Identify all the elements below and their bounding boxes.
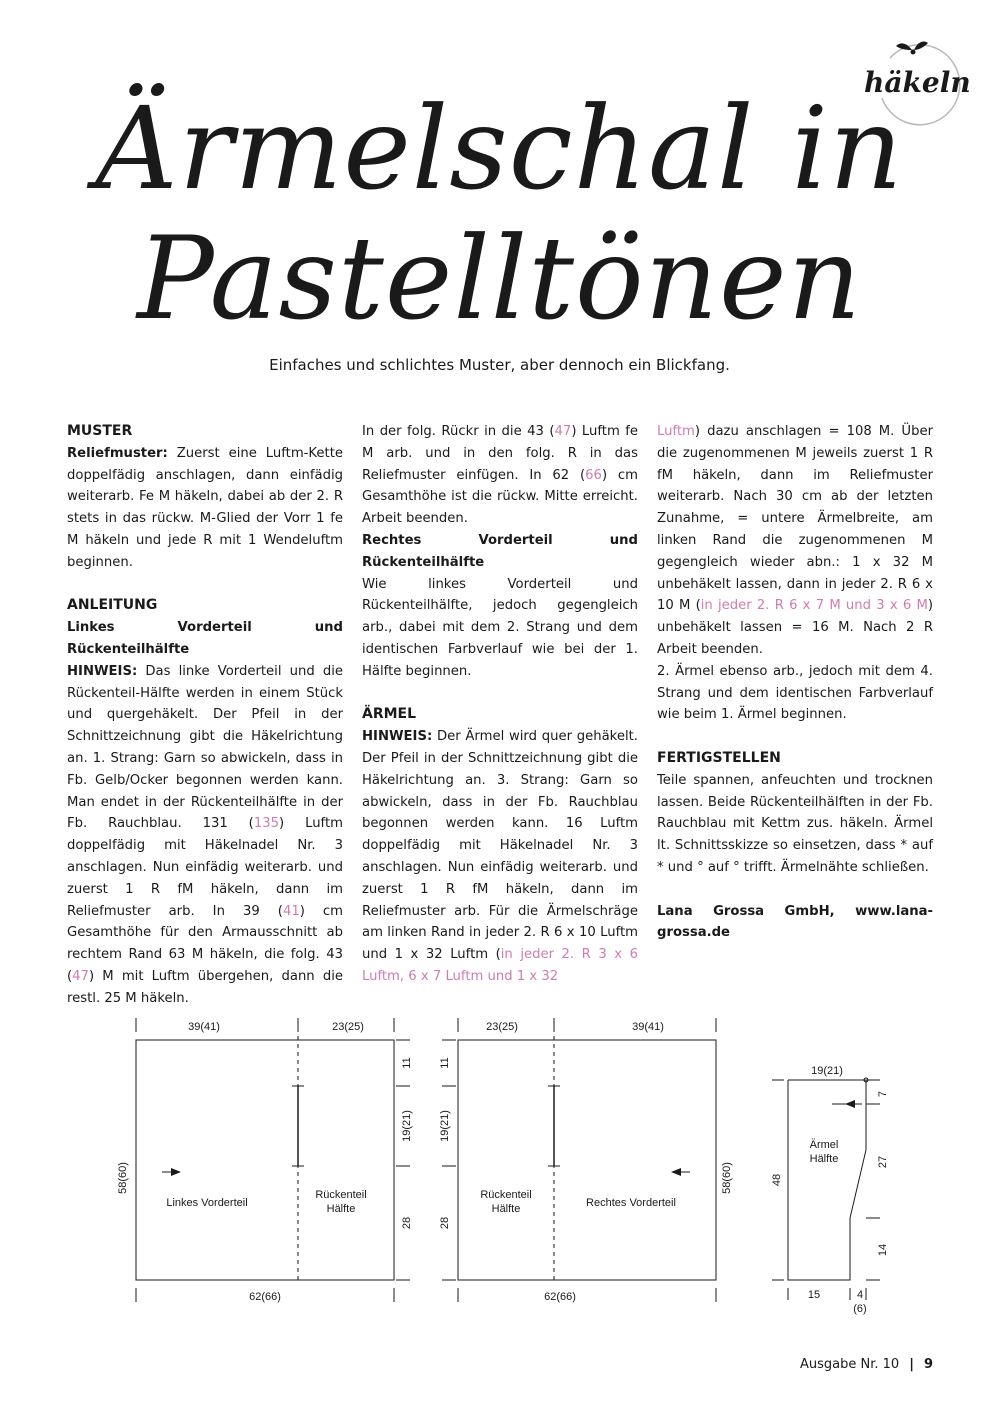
page-title-line-2: Pastelltönen	[136, 212, 862, 345]
dim-sleeve-b3: (6)	[853, 1303, 867, 1315]
credit-line: Lana Grossa GmbH, www.lana-grossa.de	[657, 903, 933, 941]
section-heading-aermel: ÄRMEL	[362, 706, 417, 723]
size-variant: 41	[282, 903, 300, 919]
dim-right-top-a: 23(25)	[486, 1021, 518, 1033]
paragraph-aermel-continued	[657, 421, 933, 661]
text: ) dazu anschlagen = 108 M. Über die zugenommenen M jeweils zuerst 1 R fM häkeln, dann im Reliefmuster weiterarb. Nach 30 cm ab der letzten Zunahme, = untere Ärmelbreite, am linken Rand die zugenommenen M gegengleich wieder abn.: 1 x 32 M unbehäkelt lassen, dann in jeder 2. R 6 x 10 M (	[657, 424, 933, 614]
dim-sleeve-r3: 14	[877, 1243, 889, 1257]
label-reliefmuster: Reliefmuster:	[67, 445, 168, 461]
size-variant: Luftm	[657, 424, 695, 439]
size-variant: 47	[72, 968, 89, 984]
section-heading-fertigstellen: FERTIGSTELLEN	[657, 749, 781, 766]
dim-right-l3: 28	[439, 1216, 451, 1230]
text: In der folg. Rückr in die 43 (	[362, 424, 555, 439]
page-number: 9	[923, 1357, 933, 1372]
text: ) cm Gesamthöhe für den Armausschnitt ab rechtem Rand 63 M häkeln, die folg. 43 (	[67, 903, 343, 984]
text: Zuerst eine Luftm-Kette doppelfädig anschlagen, dann einfädig weiterarb. Fe M häkeln, dabei ab der 2. R stets in das rückw. M-Glied der Vorr 1 fe M häkeln und jede R mit 1 Wendeluftm beginnen.	[67, 445, 343, 570]
label-aermel: Ärmel	[809, 1139, 839, 1151]
dim-sleeve-r1: 7	[877, 1090, 889, 1098]
text: ) unbehäkelt lassen = 16 M. Nach 2 R Arbeit beenden.	[657, 598, 933, 657]
text: Das linke Vorderteil und die Rückenteil-Hälfte werden in einem Stück und quergehäkelt. Der Pfeil in der Schnittzeichnung gibt die Häkelrichtung an. 1. Strang: Garn so abwickeln, dass in Fb. Gelb/Ocker begonnen werden kann. Man endet in der Rückenteilhälfte in der Fb. Rauchblau. 131 (	[67, 663, 343, 832]
paragraph-continued	[362, 421, 638, 530]
dim-right-bottom: 62(66)	[544, 1291, 576, 1303]
paragraph-reliefmuster	[67, 443, 343, 574]
paragraph-aermel	[362, 726, 638, 988]
badge-label: häkeln	[864, 66, 971, 99]
dim-left-r1: 11	[401, 1057, 413, 1069]
text: Der Ärmel wird quer gehäkelt. Der Pfeil in der Schnittzeichnung gibt die Häkelrichtung an. 3. Strang: Garn so abwickeln, dass in der Fb. Rauchblau begonnen werden kann. 16 Luftm doppelfädig mit Häkelnadel Nr. 3 anschlagen. Nun einfädig weiterarb. und zuerst 1 R fM häkeln, dann im Reliefmuster arb. Für die Ärmelschräge am linken Rand in jeder 2. R 6 x 10 Luftm und 1 x 32 Luftm (	[362, 729, 638, 963]
text: ) M mit Luftm übergehen, dann die restl. 25 M häkeln.	[67, 968, 343, 1006]
dim-left-r2: 19(21)	[401, 1110, 413, 1142]
text-column-1	[67, 421, 343, 1010]
paragraph-linkes-vorderteil	[67, 661, 343, 1010]
text-column-3	[657, 421, 933, 944]
dim-right-top-b: 39(41)	[632, 1021, 664, 1033]
dim-sleeve-b1: 15	[807, 1289, 821, 1301]
dim-sleeve-left: 48	[771, 1173, 783, 1187]
label-hinweis: HINWEIS:	[362, 729, 433, 745]
size-variant: 66	[585, 467, 602, 483]
paragraph-fertigstellen: Teile spannen, anfeuchten und trocknen lassen. Beide Rückenteilhälften in der Fb. Rauchblau mit Kettm zus. häkeln. Ärmel lt. Schnittsskizze so einsetzen, dass * auf * und ° auf ° trifft. Ärmelnähte schließen.	[657, 772, 933, 875]
label-haelfte: Hälfte	[809, 1153, 839, 1165]
subheading-rechtes-vorderteil: Rechtes Vorderteil und Rückenteilhälfte	[362, 532, 638, 570]
label-rueckenteil: Rückenteil	[315, 1189, 367, 1201]
dim-right-l1: 11	[439, 1057, 451, 1069]
label-haelfte: Hälfte	[326, 1203, 356, 1215]
paragraph-zweiter-aermel: 2. Ärmel ebenso arb., jedoch mit dem 4. Strang und dem identischen Farbverlauf wie beim 1. Ärmel beginnen.	[657, 663, 933, 723]
text: ) Luftm doppelfädig mit Häkelnadel Nr. 3 anschlagen. Nun einfädig weiterarb. und zuerst 1 R fM häkeln, dann im Reliefmuster arb. In 39 (	[67, 816, 343, 919]
footer-separator: |	[909, 1357, 914, 1372]
left-front-outline	[136, 1040, 394, 1280]
label-rechtes-vorderteil: Rechtes Vorderteil	[586, 1197, 676, 1209]
dim-left-side: 58(60)	[117, 1162, 129, 1194]
subtitle: Einfaches und schlichtes Muster, aber dennoch ein Blickfang.	[269, 356, 730, 374]
label-rueckenteil: Rückenteil	[480, 1189, 532, 1201]
subheading-linkes-vorderteil: Linkes Vorderteil und Rückenteilhälfte	[67, 620, 343, 657]
dim-left-top-b: 23(25)	[332, 1021, 364, 1033]
page-title-line-1: Ärmelschal in	[95, 82, 904, 215]
text: ) cm Gesamthöhe ist die rückw. Mitte erreicht. Arbeit beenden.	[362, 467, 638, 527]
dim-sleeve-top: 19(21)	[811, 1065, 843, 1077]
dim-left-r3: 28	[401, 1216, 413, 1230]
schematic-diagram	[0, 1008, 999, 1328]
page-footer	[800, 1357, 933, 1372]
dim-left-top-a: 39(41)	[188, 1021, 220, 1033]
section-heading-muster: MUSTER	[67, 423, 133, 439]
right-front-outline	[458, 1040, 716, 1280]
dim-sleeve-b2: 4	[856, 1289, 864, 1301]
text-column-2	[362, 421, 638, 988]
label-linkes-vorderteil: Linkes Vorderteil	[166, 1197, 248, 1209]
text: ) Luftm fe M arb. und in den folg. R in das Reliefmuster einfügen. In 62 (	[362, 424, 638, 483]
size-variant: 47	[554, 424, 572, 439]
label-hinweis: HINWEIS:	[67, 663, 138, 679]
issue-label: Ausgabe Nr. 10	[800, 1357, 900, 1372]
dim-right-l2: 19(21)	[439, 1110, 451, 1142]
sleeve-outline	[788, 1080, 866, 1280]
size-variant: in jeder 2. R 6 x 7 M und 3 x 6 M	[700, 598, 928, 614]
size-variant: 135	[253, 816, 280, 832]
section-heading-anleitung: ANLEITUNG	[67, 597, 158, 614]
dim-right-side: 58(60)	[721, 1162, 733, 1194]
size-variant: in jeder 2. R 3 x 6 Luftm, 6 x 7 Luftm und 1 x 32	[362, 947, 638, 984]
dim-sleeve-r2: 27	[877, 1155, 889, 1169]
paragraph-rechtes-vorderteil: Wie linkes Vorderteil und Rückenteilhälfte, jedoch gegengleich arb., dabei mit dem 2. Strang und dem identischen Farbverlauf wie bei der 1. Hälfte beginnen.	[362, 576, 638, 679]
label-haelfte: Hälfte	[491, 1203, 521, 1215]
dim-left-bottom: 62(66)	[249, 1291, 281, 1303]
